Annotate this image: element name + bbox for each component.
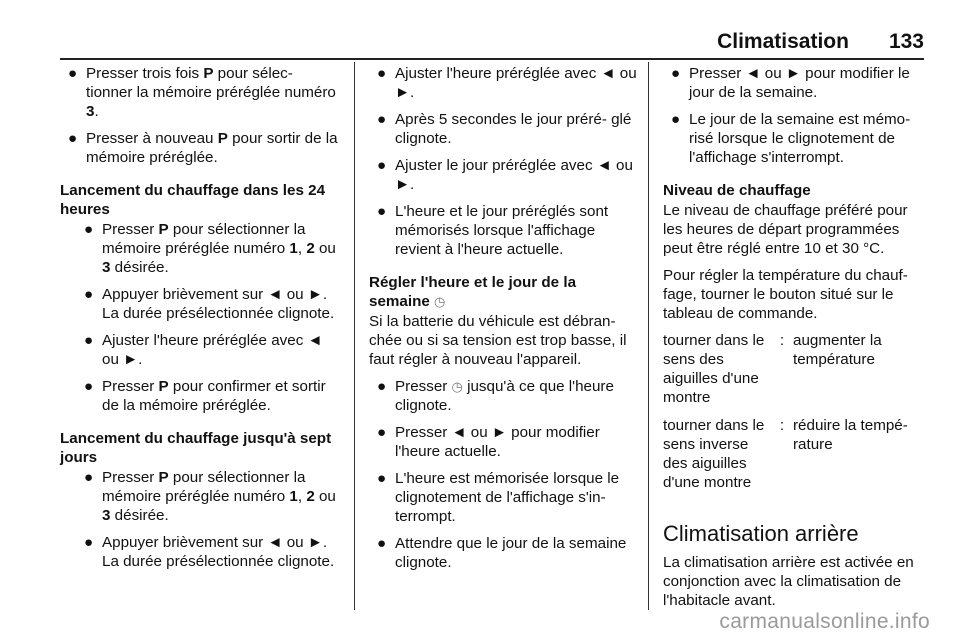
section-heading: Niveau de chauffage [663,182,811,199]
bullet-icon: ● [377,111,387,128]
chapter-heading: Climatisation arrière [663,521,859,546]
list-item: ● L'heure est mémorisée lorsque le clignotement de l'affichage s'in- terrompt. [377,470,620,525]
bullet-icon: ● [68,65,78,82]
list-item: ● Presser ◄ ou ► pour modifier le jour de la semaine. [671,65,910,101]
watermark: carmanualsonline.info [719,610,930,633]
list-item: ● Appuyer brièvement sur ◄ ou ►. La durée présélectionnée clignote. [84,534,335,570]
bullet-icon: ● [671,65,681,82]
column-divider-1 [354,62,355,610]
bullet-icon: ● [377,203,387,220]
table-key: tourner dans le sens inverse des aiguilles d'une montre [663,417,765,491]
column-2 [369,64,639,580]
list-item: ● Presser P pour sélectionner la mémoire préréglée numéro 1, 2 ou 3 désirée. [84,221,336,276]
page-number: 133 [888,30,924,53]
table-row [663,331,929,416]
column-1 [60,64,342,579]
list-item: ● Ajuster l'heure préréglée avec ◄ ou ►. [377,65,637,101]
section-heading: Régler l'heure et le jour de la semaine ◷ [369,274,577,310]
list-item: ● Presser trois fois P pour sélec- tionner la mémoire préréglée numéro 3. [68,65,336,120]
list-item: ● Presser P pour sélectionner la mémoire préréglée numéro 1, 2 ou 3 désirée. [84,469,336,524]
bullet-icon: ● [84,469,94,486]
bullet-icon: ● [84,221,94,238]
list-item: ● Après 5 secondes le jour préré- glé clignote. [377,111,632,147]
paragraph: La climatisation arrière est activée en conjonction avec la climatisation de l'habitacle avant. [663,554,914,609]
list-item: ● Attendre que le jour de la semaine clignote. [377,535,627,571]
section-heading: Lancement du chauffage dans les 24 heures [60,182,326,218]
bullet-icon: ● [377,157,387,174]
table-row [663,416,929,501]
page-header [60,24,924,54]
clock-icon: ◷ [434,294,446,309]
bullet-icon: ● [68,130,78,147]
table-sep: : [779,332,785,349]
bullet-icon: ● [377,535,387,552]
section-heading: Lancement du chauffage jusqu'à sept jours [60,430,332,466]
bullet-icon: ● [377,470,387,487]
list-item: ● Presser ◄ ou ► pour modifier l'heure actuelle. [377,424,600,460]
list-item: ● Presser P pour confirmer et sortir de la mémoire préréglée. [84,378,326,414]
column-divider-2 [648,62,649,610]
bullet-icon: ● [84,286,94,303]
list-item: ● Presser ◷ jusqu'à ce que l'heure clignote. [377,378,614,414]
sublist [60,220,342,415]
list-item: ● Ajuster le jour préréglée avec ◄ ou ►. [377,157,633,193]
sublist [60,468,342,571]
bullet-icon: ● [377,65,387,82]
table-value: augmenter la température [793,332,882,368]
list-item: ● L'heure et le jour préréglés sont mémorisés lorsque l'affichage revient à l'heure actuelle. [377,203,609,258]
bullet-icon: ● [377,378,387,395]
bullet-icon: ● [671,111,681,128]
bullet-icon: ● [84,534,94,551]
bullet-icon: ● [377,424,387,441]
table-sep: : [779,417,785,434]
list-item: ● Le jour de la semaine est mémo- risé lorsque le clignotement de l'affichage s'interrompt. [671,111,911,166]
table-value: réduire la tempé- rature [793,417,908,453]
page-title: Climatisation [717,30,849,53]
header-rule [60,58,924,60]
clock-icon: ◷ [451,379,463,394]
list-item: ● Presser à nouveau P pour sortir de la mémoire préréglée. [68,130,338,166]
paragraph: Si la batterie du véhicule est débran- chée ou si sa tension est trop basse, il faut régler à nouveau l'appareil. [369,313,627,368]
paragraph: Le niveau de chauffage préféré pour les heures de départ programmées peut être réglé entre 10 et 30 °C. [663,202,908,257]
table-key: tourner dans le sens des aiguilles d'une montre [663,332,765,406]
bullet-icon: ● [84,378,94,395]
bullet-icon: ● [84,332,94,349]
paragraph: Pour régler la température du chauf- fage, tourner le bouton situé sur le tableau de commande. [663,267,908,322]
knob-table [663,331,929,501]
list-item: ● Ajuster l'heure préréglée avec ◄ ou ►. [84,332,323,368]
column-3 [663,64,929,618]
list-item: ● Appuyer brièvement sur ◄ ou ►. La durée présélectionnée clignote. [84,286,335,322]
